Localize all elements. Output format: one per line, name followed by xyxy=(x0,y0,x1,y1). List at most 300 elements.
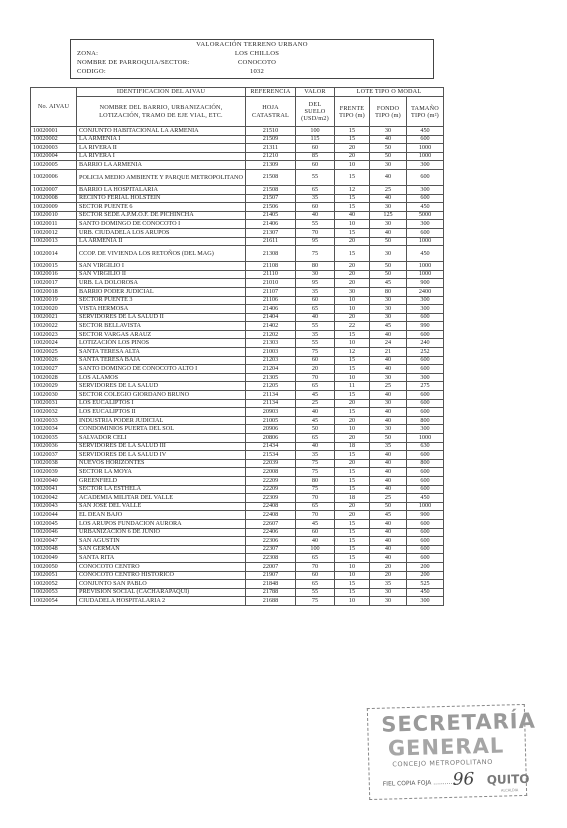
cell-nombre: URB. LA DOLOROSA xyxy=(77,279,246,288)
table-row xyxy=(31,597,444,606)
cell-hoja: 21204 xyxy=(246,365,296,374)
cell-frente: 20 xyxy=(335,262,370,271)
cell-nombre: CCOP. DE VIVIENDA LOS RETOÑOS (DEL MAG) xyxy=(77,246,246,262)
table-row xyxy=(31,322,444,331)
cell-tamano: 1000 xyxy=(407,237,444,246)
table-row xyxy=(31,434,444,443)
col-header-fondo: FONDO TIPO (m) xyxy=(370,97,407,127)
table-row xyxy=(31,580,444,589)
cell-tamano: 1000 xyxy=(407,270,444,279)
cell-tamano: 2400 xyxy=(407,287,444,296)
stamp-fiel-copia-label: FIEL COPIA FOJA xyxy=(382,779,432,788)
cell-frente: 10 xyxy=(335,296,370,305)
cell-tamano: 1000 xyxy=(407,262,444,271)
cell-nombre: URB. CIUDADELA LOS ARUPOS xyxy=(77,228,246,237)
cell-fondo: 21 xyxy=(370,348,407,357)
table-row xyxy=(31,382,444,391)
cell-nombre: BARRIO LA HOSPITALARIA xyxy=(77,185,246,194)
cell-no: 10020041 xyxy=(31,485,77,494)
aivau-table-body xyxy=(31,127,444,606)
cell-no: 10020009 xyxy=(31,203,77,212)
cell-hoja: 20906 xyxy=(246,425,296,434)
cell-fondo: 40 xyxy=(370,356,407,365)
cell-hoja: 21788 xyxy=(246,588,296,597)
cell-nombre: LOS ALAMOS xyxy=(77,373,246,382)
cell-fondo: 40 xyxy=(370,545,407,554)
cell-no: 10020018 xyxy=(31,287,77,296)
cell-valor: 60 xyxy=(296,161,335,170)
cell-fondo: 40 xyxy=(370,554,407,563)
cell-tamano: 900 xyxy=(407,511,444,520)
table-row xyxy=(31,494,444,503)
cell-fondo: 50 xyxy=(370,152,407,161)
cell-hoja: 21107 xyxy=(246,287,296,296)
cell-hoja: 21611 xyxy=(246,237,296,246)
cell-valor: 35 xyxy=(296,451,335,460)
cell-fondo: 25 xyxy=(370,382,407,391)
cell-no: 10020037 xyxy=(31,451,77,460)
cell-hoja: 22209 xyxy=(246,485,296,494)
header-value: LOS CHILLOS xyxy=(234,50,280,57)
cell-nombre: LA ARMENIA I xyxy=(77,135,246,144)
cell-no: 10020014 xyxy=(31,246,77,262)
cell-valor: 95 xyxy=(296,237,335,246)
table-row xyxy=(31,425,444,434)
cell-fondo: 20 xyxy=(370,562,407,571)
cell-valor: 50 xyxy=(296,425,335,434)
cell-no: 10020021 xyxy=(31,313,77,322)
table-row xyxy=(31,365,444,374)
cell-valor: 65 xyxy=(296,554,335,563)
cell-no: 10020024 xyxy=(31,339,77,348)
cell-valor: 55 xyxy=(296,220,335,229)
cell-no: 10020052 xyxy=(31,580,77,589)
stamp-line-concejo: CONCEJO METROPOLITANO xyxy=(392,757,494,769)
cell-valor: 70 xyxy=(296,373,335,382)
table-row xyxy=(31,588,444,597)
table-row xyxy=(31,161,444,170)
cell-hoja: 21506 xyxy=(246,203,296,212)
group-header-identificacion: IDENTIFICACION DEL AIVAU xyxy=(77,88,246,97)
cell-valor: 55 xyxy=(296,339,335,348)
cell-fondo: 40 xyxy=(370,468,407,477)
table-row xyxy=(31,451,444,460)
cell-nombre: LOS EUCALIPTOS II xyxy=(77,408,246,417)
table-row xyxy=(31,399,444,408)
cell-tamano: 450 xyxy=(407,246,444,262)
table-row xyxy=(31,270,444,279)
cell-hoja: 22408 xyxy=(246,511,296,520)
cell-frente: 15 xyxy=(335,194,370,203)
cell-fondo: 40 xyxy=(370,416,407,425)
cell-hoja: 21308 xyxy=(246,246,296,262)
cell-no: 10020040 xyxy=(31,476,77,485)
cell-tamano: 300 xyxy=(407,597,444,606)
col-header-hoja: HOJA CATASTRAL xyxy=(246,97,296,127)
cell-nombre: SANTA TERESA ALTA xyxy=(77,348,246,357)
table-row xyxy=(31,296,444,305)
cell-no: 10020027 xyxy=(31,365,77,374)
stamp-line-fiel-copia: FIEL COPIA FOJA .............. xyxy=(382,778,461,788)
cell-valor: 20 xyxy=(296,365,335,374)
cell-frente: 18 xyxy=(335,494,370,503)
table-row xyxy=(31,571,444,580)
cell-hoja: 21134 xyxy=(246,399,296,408)
cell-tamano: 900 xyxy=(407,279,444,288)
cell-hoja: 21406 xyxy=(246,220,296,229)
table-row xyxy=(31,305,444,314)
cell-frente: 11 xyxy=(335,382,370,391)
cell-nombre: SANTA TERESA BAJA xyxy=(77,356,246,365)
cell-nombre: SAN AGUSTIN xyxy=(77,537,246,546)
cell-fondo: 40 xyxy=(370,485,407,494)
cell-tamano: 600 xyxy=(407,554,444,563)
cell-valor: 60 xyxy=(296,356,335,365)
cell-nombre: SECTOR COLEGIO GIORDANO BRUNO xyxy=(77,391,246,400)
stamp-line-secretaria: SECRETARÍA xyxy=(380,708,537,737)
cell-frente: 15 xyxy=(335,485,370,494)
cell-frente: 20 xyxy=(335,237,370,246)
cell-fondo: 40 xyxy=(370,451,407,460)
cell-no: 10020043 xyxy=(31,502,77,511)
cell-nombre: NUEVOS HORIZONTES xyxy=(77,459,246,468)
cell-nombre: SERVIDORES DE LA SALUD IV xyxy=(77,451,246,460)
cell-valor: 100 xyxy=(296,545,335,554)
quito-logo: QUITO xyxy=(486,771,530,787)
cell-valor: 60 xyxy=(296,296,335,305)
cell-nombre: SANTO DOMINGO DE CONOCOTO ALTO I xyxy=(77,365,246,374)
cell-hoja: 21202 xyxy=(246,330,296,339)
cell-tamano: 600 xyxy=(407,468,444,477)
cell-hoja: 21106 xyxy=(246,296,296,305)
cell-valor: 115 xyxy=(296,135,335,144)
table-row xyxy=(31,468,444,477)
cell-hoja: 21005 xyxy=(246,416,296,425)
cell-tamano: 450 xyxy=(407,203,444,212)
table-row xyxy=(31,152,444,161)
cell-no: 10020028 xyxy=(31,373,77,382)
cell-nombre: CONOCOTO CENTRO xyxy=(77,562,246,571)
cell-fondo: 30 xyxy=(370,305,407,314)
cell-hoja: 21406 xyxy=(246,305,296,314)
table-row xyxy=(31,279,444,288)
cell-no: 10020038 xyxy=(31,459,77,468)
cell-nombre: SECTOR LA ESTHELA xyxy=(77,485,246,494)
cell-no: 10020025 xyxy=(31,348,77,357)
cell-nombre: RECINTO FERIAL HOLSTEIN xyxy=(77,194,246,203)
cell-no: 10020050 xyxy=(31,562,77,571)
cell-valor: 75 xyxy=(296,468,335,477)
cell-hoja: 21508 xyxy=(246,169,296,185)
cell-fondo: 30 xyxy=(370,220,407,229)
cell-nombre: EL DEAN BAJO xyxy=(77,511,246,520)
cell-hoja: 22308 xyxy=(246,554,296,563)
cell-valor: 80 xyxy=(296,262,335,271)
cell-frente: 15 xyxy=(335,588,370,597)
cell-no: 10020045 xyxy=(31,519,77,528)
cell-nombre: VISTA HERMOSA xyxy=(77,305,246,314)
cell-tamano: 600 xyxy=(407,391,444,400)
cell-fondo: 25 xyxy=(370,185,407,194)
stamp-handwritten-folio: 96 xyxy=(452,769,475,790)
cell-frente: 15 xyxy=(335,537,370,546)
cell-tamano: 600 xyxy=(407,451,444,460)
cell-hoja: 21205 xyxy=(246,382,296,391)
cell-frente: 15 xyxy=(335,545,370,554)
cell-valor: 60 xyxy=(296,571,335,580)
table-row xyxy=(31,313,444,322)
cell-frente: 10 xyxy=(335,425,370,434)
cell-tamano: 600 xyxy=(407,476,444,485)
cell-no: 10020010 xyxy=(31,211,77,220)
cell-fondo: 30 xyxy=(370,373,407,382)
cell-valor: 25 xyxy=(296,399,335,408)
header-label: CODIGO: xyxy=(77,68,106,75)
cell-tamano: 600 xyxy=(407,545,444,554)
cell-hoja: 21507 xyxy=(246,194,296,203)
cell-valor: 65 xyxy=(296,580,335,589)
cell-tamano: 600 xyxy=(407,365,444,374)
cell-tamano: 600 xyxy=(407,169,444,185)
cell-valor: 100 xyxy=(296,127,335,136)
cell-tamano: 300 xyxy=(407,296,444,305)
table-row xyxy=(31,519,444,528)
cell-tamano: 990 xyxy=(407,322,444,331)
cell-frente: 10 xyxy=(335,562,370,571)
cell-no: 10020013 xyxy=(31,237,77,246)
cell-tamano: 600 xyxy=(407,537,444,546)
col-header-tamano: TAMAÑO TIPO (m²) xyxy=(407,97,444,127)
header-row-parroquia xyxy=(77,59,297,66)
table-row xyxy=(31,330,444,339)
cell-tamano: 252 xyxy=(407,348,444,357)
cell-no: 10020044 xyxy=(31,511,77,520)
cell-no: 10020053 xyxy=(31,588,77,597)
cell-valor: 70 xyxy=(296,562,335,571)
cell-frente: 30 xyxy=(335,287,370,296)
cell-frente: 15 xyxy=(335,468,370,477)
secretaria-general-stamp xyxy=(367,704,537,800)
cell-tamano: 1000 xyxy=(407,144,444,153)
table-row xyxy=(31,408,444,417)
cell-no: 10020011 xyxy=(31,220,77,229)
cell-frente: 12 xyxy=(335,348,370,357)
cell-tamano: 300 xyxy=(407,185,444,194)
cell-frente: 15 xyxy=(335,408,370,417)
cell-valor: 35 xyxy=(296,287,335,296)
cell-tamano: 300 xyxy=(407,425,444,434)
table-row xyxy=(31,442,444,451)
cell-hoja: 21509 xyxy=(246,135,296,144)
col-header-referencia: REFERENCIA xyxy=(246,88,296,97)
cell-hoja: 21907 xyxy=(246,571,296,580)
cell-fondo: 50 xyxy=(370,502,407,511)
quito-logo-sub: ALCALDIA xyxy=(500,788,519,793)
cell-hoja: 20806 xyxy=(246,434,296,443)
cell-valor: 45 xyxy=(296,391,335,400)
table-row xyxy=(31,339,444,348)
table-row xyxy=(31,545,444,554)
cell-fondo: 30 xyxy=(370,399,407,408)
valuation-header-box xyxy=(70,39,434,79)
cell-no: 10020006 xyxy=(31,169,77,185)
cell-no: 10020008 xyxy=(31,194,77,203)
cell-frente: 15 xyxy=(335,554,370,563)
cell-valor: 55 xyxy=(296,169,335,185)
cell-hoja: 21108 xyxy=(246,262,296,271)
cell-frente: 15 xyxy=(335,356,370,365)
header-row-zona xyxy=(77,50,297,57)
table-row xyxy=(31,246,444,262)
cell-frente: 15 xyxy=(335,391,370,400)
cell-fondo: 30 xyxy=(370,313,407,322)
cell-valor: 55 xyxy=(296,588,335,597)
cell-tamano: 240 xyxy=(407,339,444,348)
cell-frente: 20 xyxy=(335,511,370,520)
cell-frente: 12 xyxy=(335,185,370,194)
cell-tamano: 800 xyxy=(407,416,444,425)
cell-frente: 15 xyxy=(335,203,370,212)
header-label: ZONA: xyxy=(77,50,99,57)
cell-fondo: 30 xyxy=(370,203,407,212)
cell-hoja: 22408 xyxy=(246,502,296,511)
cell-fondo: 40 xyxy=(370,537,407,546)
cell-no: 10020034 xyxy=(31,425,77,434)
cell-nombre: GREENFIELD xyxy=(77,476,246,485)
cell-valor: 60 xyxy=(296,144,335,153)
cell-nombre: SECTOR PUENTE 6 xyxy=(77,203,246,212)
cell-nombre: SANTO DOMINGO DE CONOCOTO I xyxy=(77,220,246,229)
cell-frente: 10 xyxy=(335,305,370,314)
cell-frente: 10 xyxy=(335,373,370,382)
cell-valor: 85 xyxy=(296,152,335,161)
cell-frente: 20 xyxy=(335,152,370,161)
cell-hoja: 21210 xyxy=(246,152,296,161)
cell-no: 10020012 xyxy=(31,228,77,237)
cell-no: 10020054 xyxy=(31,597,77,606)
cell-frente: 20 xyxy=(335,144,370,153)
cell-hoja: 22008 xyxy=(246,468,296,477)
cell-no: 10020033 xyxy=(31,416,77,425)
cell-tamano: 600 xyxy=(407,519,444,528)
cell-hoja: 21848 xyxy=(246,580,296,589)
cell-valor: 40 xyxy=(296,442,335,451)
cell-valor: 70 xyxy=(296,494,335,503)
table-row xyxy=(31,373,444,382)
cell-fondo: 30 xyxy=(370,246,407,262)
cell-fondo: 40 xyxy=(370,194,407,203)
table-row xyxy=(31,203,444,212)
table-row xyxy=(31,135,444,144)
cell-valor: 70 xyxy=(296,228,335,237)
cell-hoja: 21688 xyxy=(246,597,296,606)
cell-valor: 70 xyxy=(296,511,335,520)
cell-fondo: 30 xyxy=(370,127,407,136)
cell-fondo: 35 xyxy=(370,580,407,589)
cell-valor: 80 xyxy=(296,476,335,485)
cell-nombre: ACADEMIA MILITAR DEL VALLE xyxy=(77,494,246,503)
cell-tamano: 450 xyxy=(407,588,444,597)
cell-no: 10020051 xyxy=(31,571,77,580)
cell-nombre: PREVISION SOCIAL (CACHARAPAQUI) xyxy=(77,588,246,597)
cell-frente: 40 xyxy=(335,211,370,220)
cell-nombre: SERVIDORES DE LA SALUD III xyxy=(77,442,246,451)
cell-no: 10020019 xyxy=(31,296,77,305)
table-row xyxy=(31,537,444,546)
table-row xyxy=(31,237,444,246)
cell-fondo: 40 xyxy=(370,408,407,417)
cell-no: 10020004 xyxy=(31,152,77,161)
cell-frente: 20 xyxy=(335,434,370,443)
cell-nombre: CONOCOTO CENTRO HISTORICO xyxy=(77,571,246,580)
cell-hoja: 21311 xyxy=(246,144,296,153)
cell-hoja: 21404 xyxy=(246,313,296,322)
cell-nombre: SAN JOSE DEL VALLE xyxy=(77,502,246,511)
cell-frente: 15 xyxy=(335,365,370,374)
cell-fondo: 40 xyxy=(370,519,407,528)
cell-tamano: 525 xyxy=(407,580,444,589)
cell-hoja: 22039 xyxy=(246,459,296,468)
cell-nombre: BARRIO LA ARMENIA xyxy=(77,161,246,170)
cell-nombre: LA ARMENIA II xyxy=(77,237,246,246)
cell-tamano: 200 xyxy=(407,562,444,571)
cell-frente: 15 xyxy=(335,228,370,237)
cell-tamano: 275 xyxy=(407,382,444,391)
cell-tamano: 1000 xyxy=(407,502,444,511)
cell-nombre: SAN VIRGILIO II xyxy=(77,270,246,279)
cell-valor: 75 xyxy=(296,459,335,468)
cell-nombre: SECTOR BELLAVISTA xyxy=(77,322,246,331)
col-header-valor-suelo: DEL SUELO (USD/m2) xyxy=(296,97,335,127)
cell-no: 10020023 xyxy=(31,330,77,339)
cell-no: 10020049 xyxy=(31,554,77,563)
table-row xyxy=(31,228,444,237)
cell-no: 10020003 xyxy=(31,144,77,153)
cell-frente: 20 xyxy=(335,399,370,408)
cell-fondo: 45 xyxy=(370,511,407,520)
table-row xyxy=(31,459,444,468)
table-row xyxy=(31,416,444,425)
col-header-valor: VALOR xyxy=(296,88,335,97)
table-row xyxy=(31,476,444,485)
cell-no: 10020035 xyxy=(31,434,77,443)
cell-fondo: 40 xyxy=(370,228,407,237)
cell-hoja: 22306 xyxy=(246,537,296,546)
cell-no: 10020020 xyxy=(31,305,77,314)
cell-valor: 60 xyxy=(296,203,335,212)
cell-hoja: 21010 xyxy=(246,279,296,288)
cell-hoja: 22209 xyxy=(246,476,296,485)
cell-nombre: SECTOR PUENTE 3 xyxy=(77,296,246,305)
cell-fondo: 40 xyxy=(370,391,407,400)
cell-fondo: 30 xyxy=(370,425,407,434)
cell-fondo: 40 xyxy=(370,476,407,485)
cell-frente: 15 xyxy=(335,519,370,528)
cell-hoja: 22309 xyxy=(246,494,296,503)
cell-hoja: 21434 xyxy=(246,442,296,451)
cell-hoja: 21510 xyxy=(246,127,296,136)
cell-hoja: 21508 xyxy=(246,185,296,194)
cell-frente: 15 xyxy=(335,135,370,144)
cell-frente: 20 xyxy=(335,416,370,425)
table-row xyxy=(31,169,444,185)
table-row xyxy=(31,554,444,563)
cell-tamano: 1000 xyxy=(407,434,444,443)
cell-nombre: CONDOMINIOS PUERTA DEL SOL xyxy=(77,425,246,434)
cell-hoja: 21405 xyxy=(246,211,296,220)
cell-no: 10020042 xyxy=(31,494,77,503)
group-header-lote: LOTE TIPO O MODAL xyxy=(335,88,444,97)
